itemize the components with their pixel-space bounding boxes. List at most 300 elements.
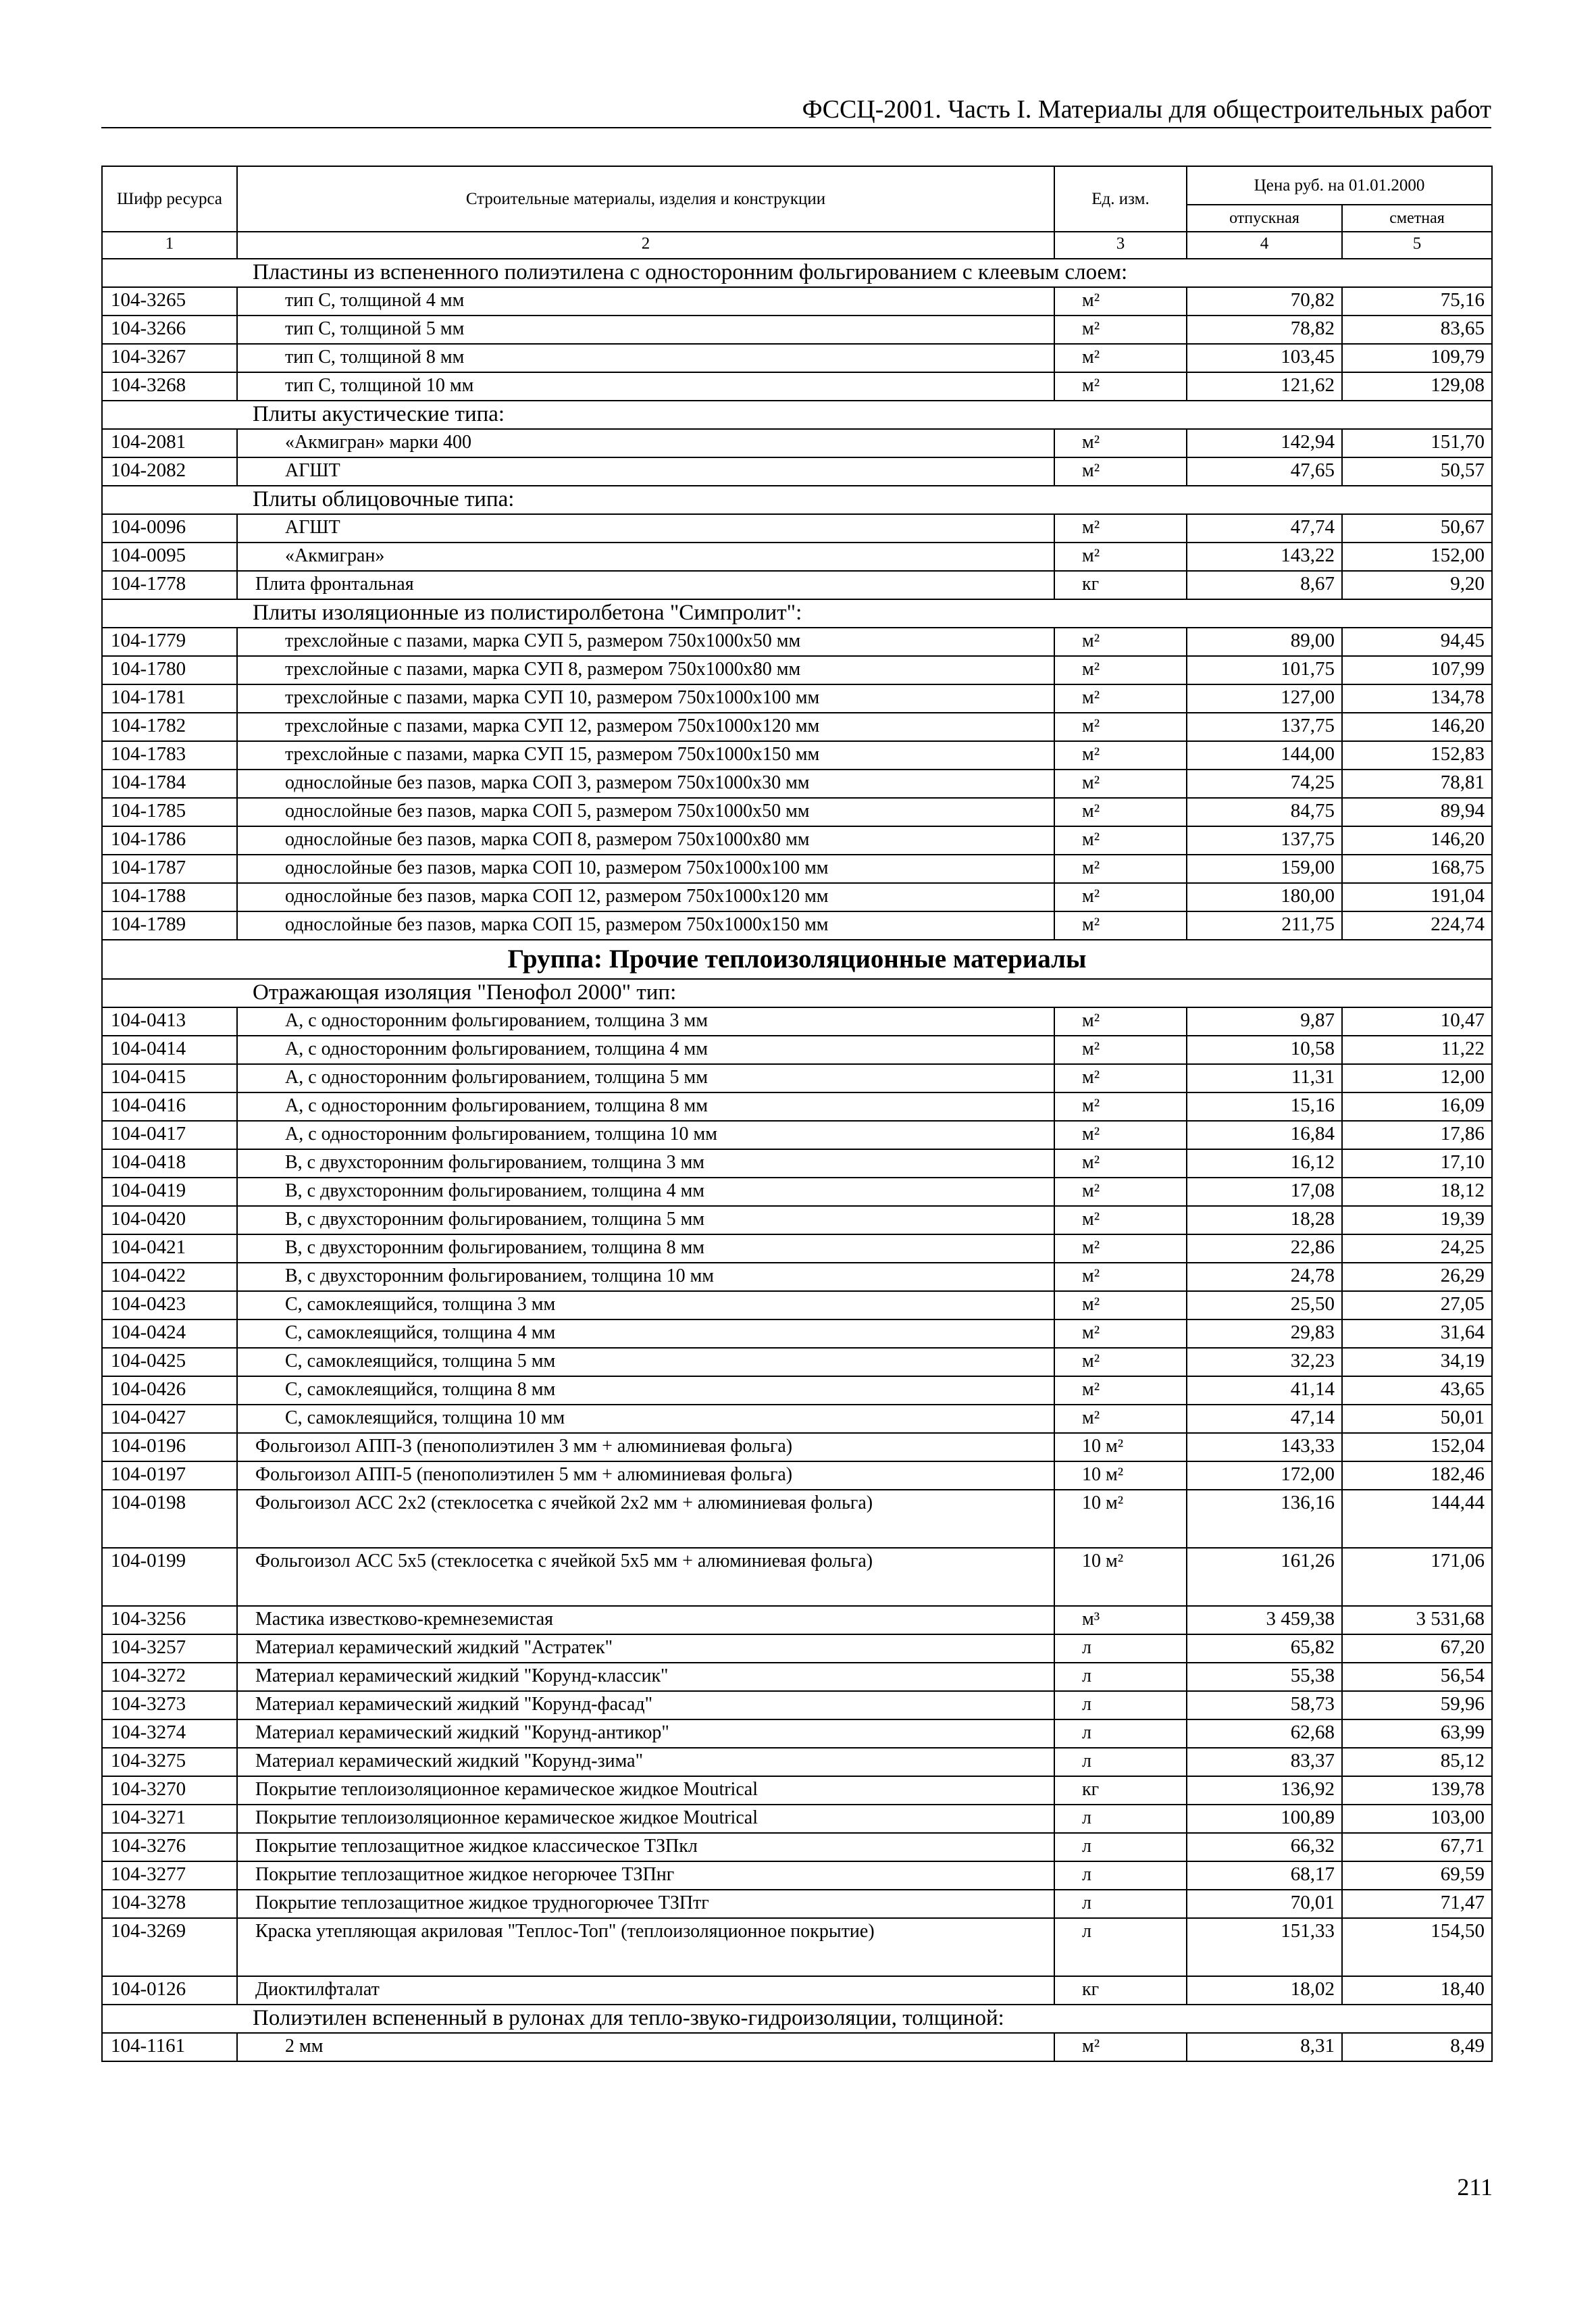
release-price: 3 459,38 — [1187, 1606, 1342, 1634]
table-row — [102, 1234, 1492, 1263]
table-row — [102, 316, 1492, 344]
material-name: АГШТ — [237, 457, 1054, 486]
unit-of-measure: 10 м² — [1054, 1433, 1187, 1461]
release-price: 172,00 — [1187, 1461, 1342, 1490]
table-row — [102, 628, 1492, 656]
table-row — [102, 1861, 1492, 1890]
estimate-price: 18,12 — [1342, 1178, 1492, 1206]
resource-code: 104-0417 — [102, 1121, 237, 1149]
release-price: 55,38 — [1187, 1663, 1342, 1691]
resource-code: 104-1784 — [102, 770, 237, 798]
release-price: 137,75 — [1187, 826, 1342, 855]
release-price: 25,50 — [1187, 1291, 1342, 1319]
material-name: С, самоклеящийся, толщина 5 мм — [237, 1348, 1054, 1376]
table-row — [102, 1376, 1492, 1405]
table-row — [102, 514, 1492, 543]
estimate-price: 59,96 — [1342, 1691, 1492, 1719]
material-name: А, с односторонним фольгированием, толщина 4 мм — [237, 1036, 1054, 1064]
estimate-price: 89,94 — [1342, 798, 1492, 826]
unit-of-measure: м² — [1054, 1092, 1187, 1121]
release-price: 143,33 — [1187, 1433, 1342, 1461]
table-row — [102, 1691, 1492, 1719]
release-price: 18,28 — [1187, 1206, 1342, 1234]
unit-of-measure: м² — [1054, 883, 1187, 911]
unit-of-measure: м² — [1054, 1348, 1187, 1376]
estimate-price: 8,49 — [1342, 2033, 1492, 2061]
unit-of-measure: м² — [1054, 1036, 1187, 1064]
material-name: однослойные без пазов, марка СОП 12, размером 750х1000х120 мм — [237, 883, 1054, 911]
release-price: 101,75 — [1187, 656, 1342, 684]
table-row — [102, 798, 1492, 826]
estimate-price: 139,78 — [1342, 1776, 1492, 1805]
material-name: тип С, толщиной 4 мм — [237, 287, 1054, 316]
estimate-price: 17,10 — [1342, 1149, 1492, 1178]
release-price: 78,82 — [1187, 316, 1342, 344]
estimate-price: 9,20 — [1342, 571, 1492, 599]
unit-of-measure: м² — [1054, 1376, 1187, 1405]
column-number: 1 — [102, 232, 237, 259]
unit-of-measure: кг — [1054, 1976, 1187, 2005]
section-title: Полиэтилен вспененный в рулонах для тепло-звуко-гидроизоляции, толщиной: — [102, 2005, 1492, 2033]
table-row — [102, 1405, 1492, 1433]
unit-of-measure: л — [1054, 1663, 1187, 1691]
estimate-price: 78,81 — [1342, 770, 1492, 798]
estimate-price: 154,50 — [1342, 1918, 1492, 1976]
header-unit: Ед. изм. — [1054, 166, 1187, 232]
material-name: С, самоклеящийся, толщина 8 мм — [237, 1376, 1054, 1405]
estimate-price: 168,75 — [1342, 855, 1492, 883]
release-price: 142,94 — [1187, 429, 1342, 457]
material-name: Покрытие теплоизоляционное керамическое жидкое Moutrical — [237, 1805, 1054, 1833]
release-price: 66,32 — [1187, 1833, 1342, 1861]
group-title: Группа: Прочие теплоизоляционные материалы — [102, 940, 1492, 979]
material-name: «Акмигран» — [237, 543, 1054, 571]
resource-code: 104-3269 — [102, 1918, 237, 1976]
release-price: 74,25 — [1187, 770, 1342, 798]
header-release: отпускная — [1187, 205, 1342, 232]
release-price: 144,00 — [1187, 741, 1342, 770]
table-row — [102, 656, 1492, 684]
release-price: 16,84 — [1187, 1121, 1342, 1149]
estimate-price: 83,65 — [1342, 316, 1492, 344]
unit-of-measure: м² — [1054, 372, 1187, 401]
release-price: 100,89 — [1187, 1805, 1342, 1833]
material-name: Покрытие теплозащитное жидкое трудногорючее ТЗПтг — [237, 1890, 1054, 1918]
table-row — [102, 1606, 1492, 1634]
section-title: Плиты акустические типа: — [102, 401, 1492, 429]
estimate-price: 171,06 — [1342, 1548, 1492, 1606]
material-name: трехслойные с пазами, марка СУП 10, размером 750х1000х100 мм — [237, 684, 1054, 713]
estimate-price: 50,57 — [1342, 457, 1492, 486]
estimate-price: 94,45 — [1342, 628, 1492, 656]
page-number: 211 — [1457, 2173, 1493, 2200]
table-row — [102, 1433, 1492, 1461]
release-price: 47,14 — [1187, 1405, 1342, 1433]
resource-code: 104-3266 — [102, 316, 237, 344]
release-price: 8,67 — [1187, 571, 1342, 599]
estimate-price: 24,25 — [1342, 1234, 1492, 1263]
resource-code: 104-1778 — [102, 571, 237, 599]
table-row — [102, 1007, 1492, 1036]
unit-of-measure: м² — [1054, 1178, 1187, 1206]
table-row — [102, 684, 1492, 713]
resource-code: 104-0415 — [102, 1064, 237, 1092]
unit-of-measure: м² — [1054, 741, 1187, 770]
unit-of-measure: м² — [1054, 770, 1187, 798]
table-row — [102, 344, 1492, 372]
release-price: 24,78 — [1187, 1263, 1342, 1291]
material-name: АГШТ — [237, 514, 1054, 543]
release-price: 121,62 — [1187, 372, 1342, 401]
table-row — [102, 571, 1492, 599]
table-row — [102, 1461, 1492, 1490]
table-row — [102, 543, 1492, 571]
estimate-price: 191,04 — [1342, 883, 1492, 911]
table-row — [102, 1348, 1492, 1376]
material-name: Материал керамический жидкий "Корунд-фасад" — [237, 1691, 1054, 1719]
estimate-price: 10,47 — [1342, 1007, 1492, 1036]
resource-code: 104-0096 — [102, 514, 237, 543]
table-row — [102, 1776, 1492, 1805]
estimate-price: 11,22 — [1342, 1036, 1492, 1064]
section-row — [102, 599, 1492, 628]
release-price: 68,17 — [1187, 1861, 1342, 1890]
estimate-price: 31,64 — [1342, 1319, 1492, 1348]
table-row — [102, 883, 1492, 911]
resource-code: 104-3274 — [102, 1719, 237, 1748]
release-price: 161,26 — [1187, 1548, 1342, 1606]
resource-code: 104-0421 — [102, 1234, 237, 1263]
material-name: Плита фронтальная — [237, 571, 1054, 599]
estimate-price: 144,44 — [1342, 1490, 1492, 1548]
material-name: Краска утепляющая акриловая "Теплос-Топ" (теплоизоляционное покрытие) — [237, 1918, 1054, 1976]
material-name: Фольгоизол АПП-5 (пенополиэтилен 5 мм + алюминиевая фольга) — [237, 1461, 1054, 1490]
release-price: 18,02 — [1187, 1976, 1342, 2005]
release-price: 136,16 — [1187, 1490, 1342, 1548]
resource-code: 104-3275 — [102, 1748, 237, 1776]
estimate-price: 17,86 — [1342, 1121, 1492, 1149]
resource-code: 104-1780 — [102, 656, 237, 684]
unit-of-measure: л — [1054, 1634, 1187, 1663]
release-price: 17,08 — [1187, 1178, 1342, 1206]
resource-code: 104-0426 — [102, 1376, 237, 1405]
unit-of-measure: м² — [1054, 628, 1187, 656]
release-price: 22,86 — [1187, 1234, 1342, 1263]
unit-of-measure: л — [1054, 1918, 1187, 1976]
estimate-price: 146,20 — [1342, 713, 1492, 741]
estimate-price: 103,00 — [1342, 1805, 1492, 1833]
release-price: 8,31 — [1187, 2033, 1342, 2061]
resource-code: 104-1786 — [102, 826, 237, 855]
section-title: Плиты облицовочные типа: — [102, 486, 1492, 514]
resource-code: 104-0427 — [102, 1405, 237, 1433]
material-name: В, с двухсторонним фольгированием, толщина 10 мм — [237, 1263, 1054, 1291]
release-price: 15,16 — [1187, 1092, 1342, 1121]
estimate-price: 16,09 — [1342, 1092, 1492, 1121]
release-price: 62,68 — [1187, 1719, 1342, 1748]
estimate-price: 19,39 — [1342, 1206, 1492, 1234]
section-title: Плиты изоляционные из полистиролбетона "Симпролит": — [102, 599, 1492, 628]
running-header: ФССЦ-2001. Часть I. Материалы для общестроительных работ — [802, 95, 1491, 124]
estimate-price: 67,20 — [1342, 1634, 1492, 1663]
estimate-price: 34,19 — [1342, 1348, 1492, 1376]
resource-code: 104-1787 — [102, 855, 237, 883]
resource-code: 104-0413 — [102, 1007, 237, 1036]
unit-of-measure: м² — [1054, 1291, 1187, 1319]
resource-code: 104-0422 — [102, 1263, 237, 1291]
estimate-price: 134,78 — [1342, 684, 1492, 713]
resource-code: 104-3278 — [102, 1890, 237, 1918]
section-title: Пластины из вспененного полиэтилена с односторонним фольгированием с клеевым слоем: — [102, 259, 1492, 287]
unit-of-measure: м² — [1054, 911, 1187, 940]
unit-of-measure: м² — [1054, 1234, 1187, 1263]
material-name: Фольгоизол АСС 2х2 (стеклосетка с ячейкой 2х2 мм + алюминиевая фольга) — [237, 1490, 1054, 1548]
unit-of-measure: 10 м² — [1054, 1548, 1187, 1606]
table-row — [102, 1206, 1492, 1234]
material-name: Материал керамический жидкий "Астратек" — [237, 1634, 1054, 1663]
material-name: Материал керамический жидкий "Корунд-зима" — [237, 1748, 1054, 1776]
resource-code: 104-1161 — [102, 2033, 237, 2061]
release-price: 180,00 — [1187, 883, 1342, 911]
resource-code: 104-0199 — [102, 1548, 237, 1606]
header-rule — [101, 127, 1491, 128]
table-row — [102, 1149, 1492, 1178]
material-name: однослойные без пазов, марка СОП 8, размером 750х1000х80 мм — [237, 826, 1054, 855]
table-row — [102, 770, 1492, 798]
release-price: 70,82 — [1187, 287, 1342, 316]
unit-of-measure: м² — [1054, 429, 1187, 457]
estimate-price: 63,99 — [1342, 1719, 1492, 1748]
estimate-price: 152,04 — [1342, 1433, 1492, 1461]
estimate-price: 69,59 — [1342, 1861, 1492, 1890]
estimate-price: 18,40 — [1342, 1976, 1492, 2005]
material-name: С, самоклеящийся, толщина 10 мм — [237, 1405, 1054, 1433]
table-row — [102, 1748, 1492, 1776]
resource-code: 104-3268 — [102, 372, 237, 401]
unit-of-measure: 10 м² — [1054, 1461, 1187, 1490]
unit-of-measure: м² — [1054, 798, 1187, 826]
material-name: однослойные без пазов, марка СОП 3, размером 750х1000х30 мм — [237, 770, 1054, 798]
header-code: Шифр ресурса — [102, 166, 237, 232]
unit-of-measure: л — [1054, 1748, 1187, 1776]
estimate-price: 107,99 — [1342, 656, 1492, 684]
release-price: 11,31 — [1187, 1064, 1342, 1092]
material-name: В, с двухсторонним фольгированием, толщина 3 мм — [237, 1149, 1054, 1178]
material-name: трехслойные с пазами, марка СУП 12, размером 750х1000х120 мм — [237, 713, 1054, 741]
material-name: С, самоклеящийся, толщина 4 мм — [237, 1319, 1054, 1348]
release-price: 211,75 — [1187, 911, 1342, 940]
material-name: Фольгоизол АСС 5х5 (стеклосетка с ячейкой 5х5 мм + алюминиевая фольга) — [237, 1548, 1054, 1606]
table-row — [102, 1263, 1492, 1291]
section-row — [102, 401, 1492, 429]
table-row — [102, 741, 1492, 770]
material-name: однослойные без пазов, марка СОП 10, размером 750х1000х100 мм — [237, 855, 1054, 883]
column-number: 5 — [1342, 232, 1492, 259]
unit-of-measure: м² — [1054, 684, 1187, 713]
resource-code: 104-1781 — [102, 684, 237, 713]
header-price: Цена руб. на 01.01.2000 — [1187, 166, 1492, 205]
estimate-price: 27,05 — [1342, 1291, 1492, 1319]
release-price: 9,87 — [1187, 1007, 1342, 1036]
release-price: 10,58 — [1187, 1036, 1342, 1064]
resource-code: 104-0416 — [102, 1092, 237, 1121]
release-price: 136,92 — [1187, 1776, 1342, 1805]
table-row — [102, 457, 1492, 486]
table-row — [102, 855, 1492, 883]
table-row — [102, 1319, 1492, 1348]
estimate-price: 12,00 — [1342, 1064, 1492, 1092]
resource-code: 104-1783 — [102, 741, 237, 770]
resource-code: 104-1789 — [102, 911, 237, 940]
unit-of-measure: м² — [1054, 1149, 1187, 1178]
resource-code: 104-3256 — [102, 1606, 237, 1634]
unit-of-measure: м² — [1054, 826, 1187, 855]
column-number: 4 — [1187, 232, 1342, 259]
table-row — [102, 1663, 1492, 1691]
column-number: 2 — [237, 232, 1054, 259]
estimate-price: 85,12 — [1342, 1748, 1492, 1776]
resource-code: 104-3267 — [102, 344, 237, 372]
resource-code: 104-3270 — [102, 1776, 237, 1805]
material-name: Материал керамический жидкий "Корунд-антикор" — [237, 1719, 1054, 1748]
release-price: 47,74 — [1187, 514, 1342, 543]
unit-of-measure: м² — [1054, 514, 1187, 543]
unit-of-measure: м² — [1054, 1121, 1187, 1149]
material-name: А, с односторонним фольгированием, толщина 3 мм — [237, 1007, 1054, 1036]
estimate-price: 151,70 — [1342, 429, 1492, 457]
resource-code: 104-3271 — [102, 1805, 237, 1833]
resource-code: 104-3272 — [102, 1663, 237, 1691]
release-price: 143,22 — [1187, 543, 1342, 571]
material-name: Покрытие теплоизоляционное керамическое жидкое Moutrical — [237, 1776, 1054, 1805]
material-name: С, самоклеящийся, толщина 3 мм — [237, 1291, 1054, 1319]
unit-of-measure: м³ — [1054, 1606, 1187, 1634]
material-name: В, с двухсторонним фольгированием, толщина 5 мм — [237, 1206, 1054, 1234]
resource-code: 104-0197 — [102, 1461, 237, 1490]
estimate-price: 71,47 — [1342, 1890, 1492, 1918]
unit-of-measure: м² — [1054, 1206, 1187, 1234]
resource-code: 104-3257 — [102, 1634, 237, 1663]
resource-code: 104-1782 — [102, 713, 237, 741]
unit-of-measure: м² — [1054, 1405, 1187, 1433]
table-row — [102, 826, 1492, 855]
unit-of-measure: л — [1054, 1719, 1187, 1748]
resource-code: 104-3276 — [102, 1833, 237, 1861]
estimate-price: 3 531,68 — [1342, 1606, 1492, 1634]
material-name: тип С, толщиной 5 мм — [237, 316, 1054, 344]
resource-code: 104-0420 — [102, 1206, 237, 1234]
resource-code: 104-0095 — [102, 543, 237, 571]
resource-code: 104-1785 — [102, 798, 237, 826]
unit-of-measure: м² — [1054, 855, 1187, 883]
material-name: Покрытие теплозащитное жидкое негорючее ТЗПнг — [237, 1861, 1054, 1890]
estimate-price: 43,65 — [1342, 1376, 1492, 1405]
resource-code: 104-1779 — [102, 628, 237, 656]
release-price: 84,75 — [1187, 798, 1342, 826]
table-row — [102, 2033, 1492, 2061]
material-name: А, с односторонним фольгированием, толщина 10 мм — [237, 1121, 1054, 1149]
material-name: тип С, толщиной 10 мм — [237, 372, 1054, 401]
unit-of-measure: м² — [1054, 457, 1187, 486]
material-name: однослойные без пазов, марка СОП 5, размером 750х1000х50 мм — [237, 798, 1054, 826]
table-row — [102, 1805, 1492, 1833]
release-price: 103,45 — [1187, 344, 1342, 372]
unit-of-measure: м² — [1054, 656, 1187, 684]
resource-code: 104-3273 — [102, 1691, 237, 1719]
table-row — [102, 1064, 1492, 1092]
resource-code: 104-0419 — [102, 1178, 237, 1206]
section-row — [102, 979, 1492, 1007]
material-name: В, с двухсторонним фольгированием, толщина 8 мм — [237, 1234, 1054, 1263]
table-row — [102, 1291, 1492, 1319]
unit-of-measure: м² — [1054, 713, 1187, 741]
estimate-price: 67,71 — [1342, 1833, 1492, 1861]
unit-of-measure: м² — [1054, 316, 1187, 344]
table-row — [102, 1976, 1492, 2005]
resource-code: 104-0196 — [102, 1433, 237, 1461]
header-name: Строительные материалы, изделия и конструкции — [237, 166, 1054, 232]
resource-code: 104-1788 — [102, 883, 237, 911]
table-row — [102, 372, 1492, 401]
release-price: 65,82 — [1187, 1634, 1342, 1663]
unit-of-measure: л — [1054, 1890, 1187, 1918]
table-row — [102, 1890, 1492, 1918]
unit-of-measure: л — [1054, 1833, 1187, 1861]
estimate-price: 50,67 — [1342, 514, 1492, 543]
estimate-price: 109,79 — [1342, 344, 1492, 372]
estimate-price: 182,46 — [1342, 1461, 1492, 1490]
release-price: 70,01 — [1187, 1890, 1342, 1918]
unit-of-measure: кг — [1054, 1776, 1187, 1805]
table-row — [102, 287, 1492, 316]
price-table — [101, 166, 1493, 2062]
estimate-price: 152,83 — [1342, 741, 1492, 770]
resource-code: 104-0425 — [102, 1348, 237, 1376]
unit-of-measure: м² — [1054, 287, 1187, 316]
section-row — [102, 486, 1492, 514]
table-row — [102, 1092, 1492, 1121]
material-name: Мастика известково-кремнеземистая — [237, 1606, 1054, 1634]
estimate-price: 26,29 — [1342, 1263, 1492, 1291]
estimate-price: 146,20 — [1342, 826, 1492, 855]
unit-of-measure: л — [1054, 1805, 1187, 1833]
unit-of-measure: м² — [1054, 2033, 1187, 2061]
material-name: 2 мм — [237, 2033, 1054, 2061]
release-price: 127,00 — [1187, 684, 1342, 713]
resource-code: 104-0126 — [102, 1976, 237, 2005]
material-name: А, с односторонним фольгированием, толщина 8 мм — [237, 1092, 1054, 1121]
release-price: 89,00 — [1187, 628, 1342, 656]
release-price: 16,12 — [1187, 1149, 1342, 1178]
resource-code: 104-3277 — [102, 1861, 237, 1890]
resource-code: 104-0414 — [102, 1036, 237, 1064]
release-price: 151,33 — [1187, 1918, 1342, 1976]
material-name: «Акмигран» марки 400 — [237, 429, 1054, 457]
estimate-price: 50,01 — [1342, 1405, 1492, 1433]
material-name: Материал керамический жидкий "Корунд-классик" — [237, 1663, 1054, 1691]
release-price: 137,75 — [1187, 713, 1342, 741]
unit-of-measure: м² — [1054, 1263, 1187, 1291]
material-name: Фольгоизол АПП-3 (пенополиэтилен 3 мм + алюминиевая фольга) — [237, 1433, 1054, 1461]
table-row — [102, 1833, 1492, 1861]
release-price: 83,37 — [1187, 1748, 1342, 1776]
resource-code: 104-3265 — [102, 287, 237, 316]
table-row — [102, 713, 1492, 741]
material-name: В, с двухсторонним фольгированием, толщина 4 мм — [237, 1178, 1054, 1206]
resource-code: 104-0418 — [102, 1149, 237, 1178]
material-name: А, с односторонним фольгированием, толщина 5 мм — [237, 1064, 1054, 1092]
column-number: 3 — [1054, 232, 1187, 259]
